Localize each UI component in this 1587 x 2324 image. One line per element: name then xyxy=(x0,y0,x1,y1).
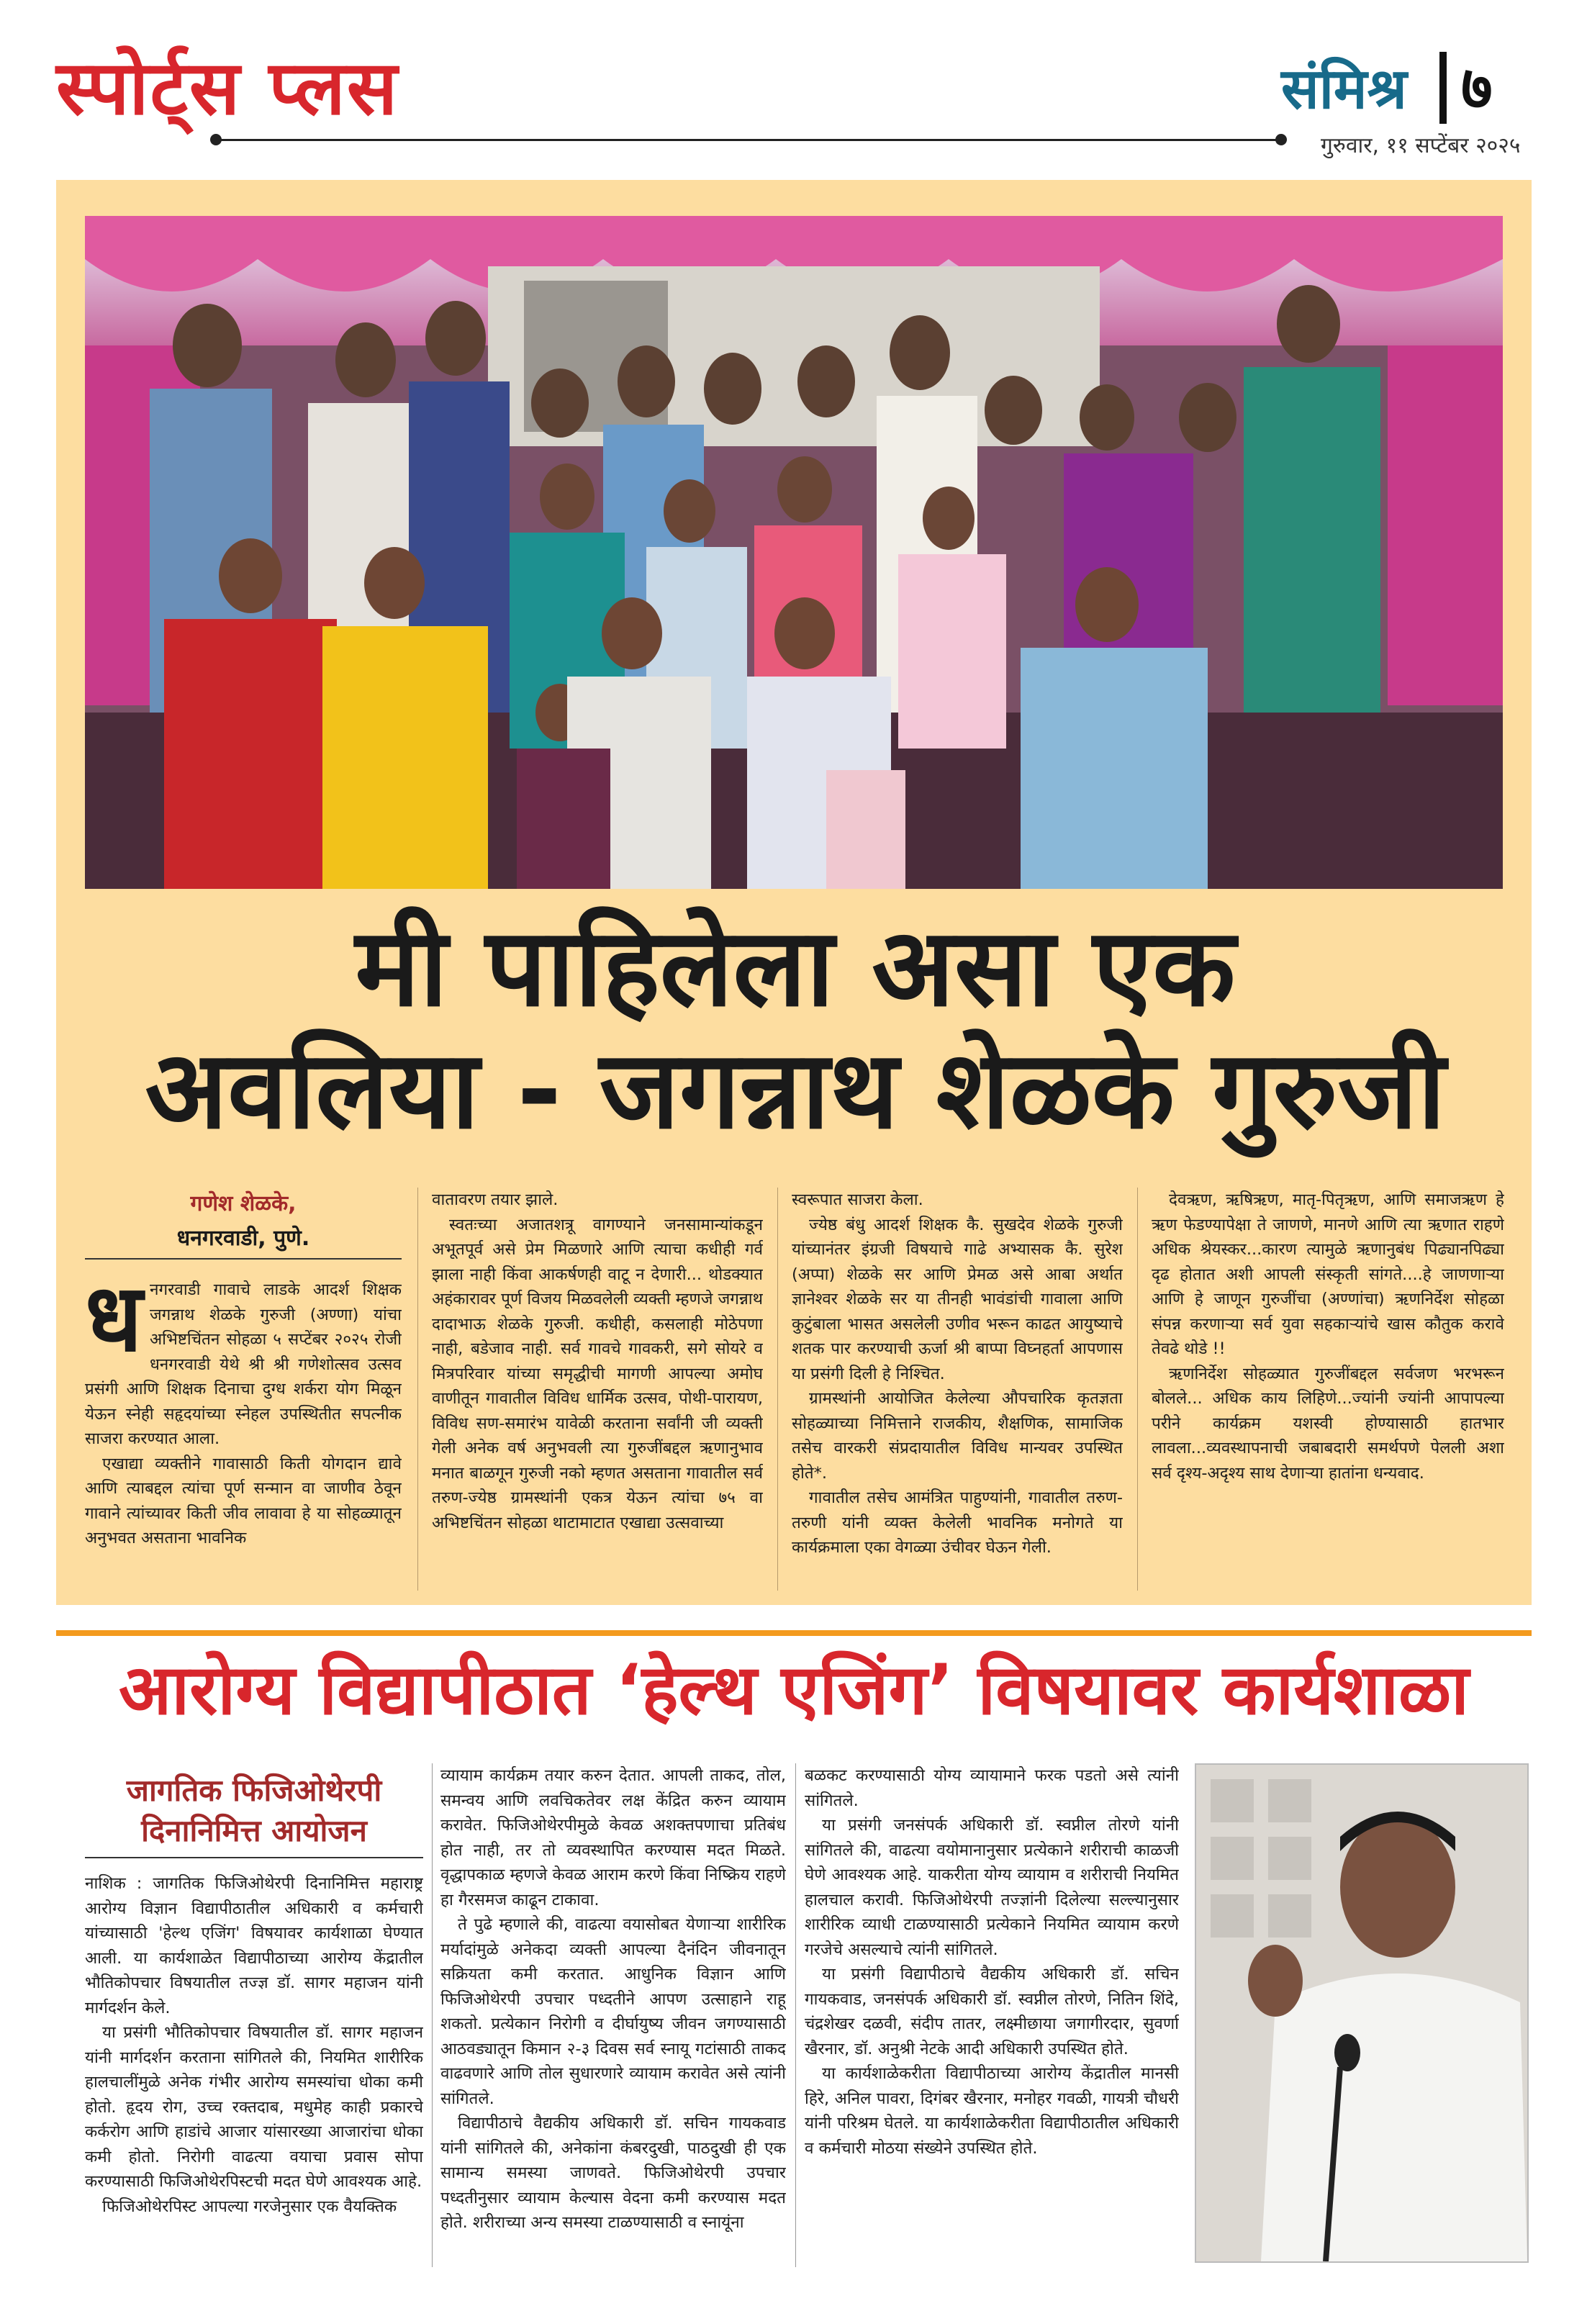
rule-dot xyxy=(1275,134,1287,145)
subtitle-line: जागतिक फिजिओथेरपी xyxy=(126,1773,382,1808)
paragraph: बळकट करण्यासाठी योग्य व्यायामाने फरक पडतो असे त्यांनी सांगितले. xyxy=(805,1766,1179,1810)
paragraph: एखाद्या व्यक्तीने गावासाठी किती योगदान द्यावे आणि त्याबद्दल त्यांचा पूर्ण सन्मान वा जाणीव ठेवून गावाने त्यांच्यावर किती जीव लावावा हे या सोहळ्यातून अनुभवत असताना भावनिक xyxy=(85,1454,402,1547)
paragraph: वातावरण तयार झाले. xyxy=(432,1190,559,1209)
paragraph: गावातील तसेच आमंत्रित पाहुण्यांनी, गावातील तरुण-तरुणी यांनी व्यक्त केलेली भावनिक मनोगते या कार्यक्रमाला एका वेगळ्या उंचीवर घेऊन गेली. xyxy=(792,1488,1123,1557)
paragraph: ते पुढे म्हणाले की, वाढत्या वयासोबत येणाऱ्या शारीरिक मर्यादांमुळे अनेकदा व्यक्ती आपल्या दैनंदिन जीवनातून सक्रियता कमी करतात. आधुनिक विज्ञान आणि फिजिओथेरपी उपचार पध्दतीने आपण उत्साहाने राहू शकतो. प्रत्येकान निरोगी व दीर्घायुष्य जीवन जगण्यासाठी आठवड्यातून किमान २-३ दिवस सर्व स्नायू गटांसाठी ताकद वाढवणारे आणि तोल सुधारणारे व्यायाम करावेत असे त्यांनी सांगितले. xyxy=(440,1915,786,2108)
paragraph: या प्रसंगी विद्यापीठाचे वैद्यकीय अधिकारी डॉ. सचिन गायकवाड, जनसंपर्क अधिकारी डॉ. स्वप्नील तोरणे, नितिन शिंदे, चंद्रशेखर दळवी, संदीप तातर, लक्ष्मीछाया जगागीरदार, सुवर्णा खैरनार, डॉ. अनुश्री नेटके आदी अधिकारी उपस्थित होते. xyxy=(805,1965,1179,2058)
paragraph: ऋणनिर्देश सोहळ्यात गुरुजींबद्दल सर्वजण भरभरून बोलले... अधिक काय लिहिणे...ज्यांनी ज्यांनी आपापल्या परीने कार्यक्रम यशस्वी होण्यासाठी हातभार लावला...व्यवस्थापनाची जबाबदारी समर्थपणे पेलली अशा सर्व दृश्य-अदृश्य साथ देणाऱ्या हातांना धन्यवाद. xyxy=(1152,1364,1504,1483)
paragraph: या कार्यशाळेकरीता विद्यापीठाच्या आरोग्य केंद्रातील मानसी हिरे, अनिल पावरा, दिगंबर खैरनार, मनोहर गवळी, गायत्री चौधरी यांनी परिश्रम घेतले. या कार्यशाळेकरीता विद्यापीठातील अधिकारी व कर्मचारी मोठया संख्येने उपस्थित होते. xyxy=(805,2064,1179,2158)
paragraph: ग्रामस्थांनी आयोजित केलेल्या औपचारिक कृतज्ञता सोहळ्याच्या निमित्ताने राजकीय, शैक्षणिक, सामाजिक तसेच वारकरी संप्रदायातील विविध मान्यवर उपस्थित होते*. xyxy=(792,1389,1123,1483)
page-number: ७ xyxy=(1461,53,1493,123)
article2-headline: आरोग्य विद्यापीठात ‘हेल्थ एजिंग’ विषयावर कार्यशाळा xyxy=(119,1650,1469,1730)
subtitle-line: दिनानिमित्त आयोजन xyxy=(141,1813,367,1848)
paragraph: व्यायाम कार्यक्रम तयार करुन देतात. आपली ताकद, तोल, समन्वय आणि लवचिकतेवर लक्ष केंद्रित करुन व्यायाम करावेत. फिजिओथेरपीमुळे केवळ अशक्तपणाचा प्रतिबंध होत नाही, तर तो व्यवस्थापित करण्यास मदत मिळते. वृद्धापकाळ म्हणजे केवळ आराम करणे किंवा निष्क्रिय राहणे हा गैरसमज काढून टाकावा. xyxy=(440,1766,786,1909)
article2-column-1 xyxy=(85,1871,423,2274)
paragraph: विद्यापीठाचे वैद्यकीय अधिकारी डॉ. सचिन गायकवाड यांनी सांगितले की, अनेकांना कंबरदुखी, पाठदुखी ही एक सामान्य समस्या जाणवते. फिजिओथेरपी उपचार पध्दतीनुसार व्यायाम केल्यास वेदना कमी करण्यास मदत होते. शरीराच्या अन्य समस्या टाळण्यासाठी व स्नायूंना xyxy=(440,2114,786,2232)
speaker-photo-illustration xyxy=(1196,1765,1527,2261)
paragraph: स्वतःच्या अजातशत्रू वागण्याने जनसामान्यांकडून अभूतपूर्व असे प्रेम मिळणारे आणि त्याचा कधीही गर्व झाला नाही किंवा आकर्षणही वाटू न देणारी... थोडक्यात अहंकारावर पूर्ण विजय मिळवलेली व्यक्ती म्हणजे जगन्नाथ दादाभाऊ शेळके गुरुजी. कधीही, कसलाही मोठेपणा नाही, बडेजाव नाही. सर्व गावचे गावकरी, सगे सोयरे व मित्रपरिवार यांच्या समृद्धीची मागणी आपल्या अमोघ वाणीतून गावातील विविध धार्मिक उत्सव, पोथी-पारायण, विविध सण-समारंभ यावेळी करताना सर्वांनी जी व्यक्ती गेली अनेक वर्ष अनुभवली त्या गुरुजींबद्दल ऋणानुभाव मनात बाळगून गुरुजी नको म्हणत असताना गावातील सर्व तरुण-ज्येष्ठ ग्रामस्थांनी एकत्र येऊन त्यांचा ७५ वा अभिष्टचिंतन सोहळा थाटामाटात एखाद्या उत्सवाच्या xyxy=(432,1215,763,1532)
masthead-title: स्पोर्ट्स प्लस xyxy=(56,43,399,132)
byline-rule xyxy=(85,1258,402,1260)
speaker-photo xyxy=(1195,1763,1529,2263)
paragraph: या प्रसंगी भौतिकोपचार विषयातील डॉ. सागर महाजन यांनी मार्गदर्शन करताना सांगितले की, नियमित शारीरिक हालचालींमुळे अनेक गंभीर आरोग्य समस्यांचा धोका कमी होतो. हृदय रोग, उच्च रक्तदाब, मधुमेह काही प्रकारचे कर्करोग आणि हाडांचे आजार यांसारख्या आजारांचा धोका कमी होतो. निरोगी वाढत्या वयाचा प्रवास सोपा करण्यासाठी फिजिओथेरपिस्टची मदत घेणे आवश्यक आहे. xyxy=(85,2023,423,2191)
feature-column-4 xyxy=(1152,1188,1504,1594)
feature-column-3 xyxy=(792,1188,1123,1594)
paragraph: देवऋण, ऋषिऋण, मातृ-पितृऋण, आणि समाजऋण हे ऋण फेडण्यापेक्षा ते जाणणे, मानणे आणि त्या ऋणात राहणे अधिक श्रेयस्कर...कारण त्यामुळे ऋणानुबंध पिढ्यानपिढ्या दृढ होतात अशी आपली संस्कृती सांगते....हे जाणणाऱ्या आणि हे जाणून गुरुजींचा (अण्णांचा) ऋणनिर्देश सोहळा संपन्न करणाऱ्या सर्व युवा सहकाऱ्यांचे खास कौतुक करावे तेवढे थोडे !! xyxy=(1152,1190,1504,1358)
feature-headline-line2: अवलिया - जगन्नाथ शेळके गुरुजी xyxy=(145,1028,1446,1153)
article2-column-2 xyxy=(440,1763,786,2274)
article2-subtitle xyxy=(85,1771,423,1851)
issue-date: गुरुवार, ११ सप्टेंबर २०२५ xyxy=(1321,133,1521,158)
paragraph: स्वरूपात साजरा केला. xyxy=(792,1190,923,1209)
feature-column-1 xyxy=(85,1278,402,1594)
section-separator xyxy=(56,1630,1532,1636)
paragraph xyxy=(85,1278,402,1452)
column-rule xyxy=(795,1763,796,2267)
drop-cap: ध xyxy=(85,1278,143,1373)
section-name: संमिश्र xyxy=(1281,57,1407,122)
paragraph-text: नगरवाडी गावाचे लाडके आदर्श शिक्षक जगन्नाथ शेळके गुरुजी (अण्णा) यांचा अभिष्टचिंतन सोहळा ५ सप्टेंबर २०२५ रोजी धनगरवाडी येथे श्री श्री गणेशोत्सव उत्सव प्रसंगी आणि शिक्षक दिनाचा दुग्ध शर्करा योग मिळून येऊन स्नेही सहृदयांच्या स्नेहल उपस्थितीत सपत्नीक साजरा करण्यात आला. xyxy=(85,1280,402,1448)
section-divider xyxy=(1439,52,1447,124)
subtitle-rule xyxy=(85,1857,423,1858)
column-rule xyxy=(417,1188,418,1591)
masthead-rule xyxy=(216,139,1281,141)
paragraph: ज्येष्ठ बंधु आदर्श शिक्षक कै. सुखदेव शेळके गुरुजी यांच्यानंतर इंग्रजी विषयाचे गाढे अभ्यासक कै. सुरेश (अप्पा) शेळके सर आणि प्रेमळ असे आबा अर्थात ज्ञानेश्वर शेळके सर या तीनही भावंडांची गावाला आणि कुटुंबाला भासत असलेली उणीव भरून काढत आयुष्याचे शतक पार करण्याची ऊर्जा श्री बाप्पा विघ्नहर्ता आपणास या प्रसंगी दिली हे निश्चित. xyxy=(792,1215,1123,1383)
feature-column-2 xyxy=(432,1188,763,1594)
paragraph: या प्रसंगी जनसंपर्क अधिकारी डॉ. स्वप्नील तोरणे यांनी सांगितले की, वाढत्या वयोमानानुसार प्रत्येकाने शरीराची काळजी घेणे आवश्यक आहे. याकरीता योग्य व्यायाम व शरीराची नियमित हालचाल करावी. फिजिओथेरपी तज्ज्ञांनी दिलेल्या सल्ल्यानुसार शारीरिक व्याधी टाळण्यासाठी प्रत्येकाने नियमित व्यायाम करणे गरजेचे असल्याचे त्यांनी सांगितले. xyxy=(805,1816,1179,1959)
article2-column-3 xyxy=(805,1763,1179,2274)
byline-place: धनगरवाडी, पुणे. xyxy=(176,1226,310,1251)
byline-author: गणेश शेळके, xyxy=(190,1191,297,1216)
feature-headline-line1: मी पाहिलेला असा एक xyxy=(355,905,1236,1031)
column-rule xyxy=(1137,1188,1138,1591)
column-rule xyxy=(777,1188,778,1591)
column-rule xyxy=(432,1763,433,2267)
group-photo-illustration xyxy=(85,216,1503,889)
paragraph: नाशिक : जागतिक फिजिओथेरपी दिनानिमित्त महाराष्ट्र आरोग्य विज्ञान विद्यापीठातील अधिकारी व कर्मचारी यांच्यासाठी 'हेल्थ एजिंग' विषयावर कार्यशाळा घेण्यात आली. या कार्यशाळेत विद्यापीठाच्या आरोग्य केंद्रातील भौतिकोपचार विषयातील तज्ज्ञ डॉ. सागर महाजन यांनी मार्गदर्शन केले. xyxy=(85,1874,423,2017)
group-photo xyxy=(85,216,1503,889)
paragraph: फिजिओथेरपिस्ट आपल्या गरजेनुसार एक वैयक्तिक xyxy=(102,2197,397,2216)
